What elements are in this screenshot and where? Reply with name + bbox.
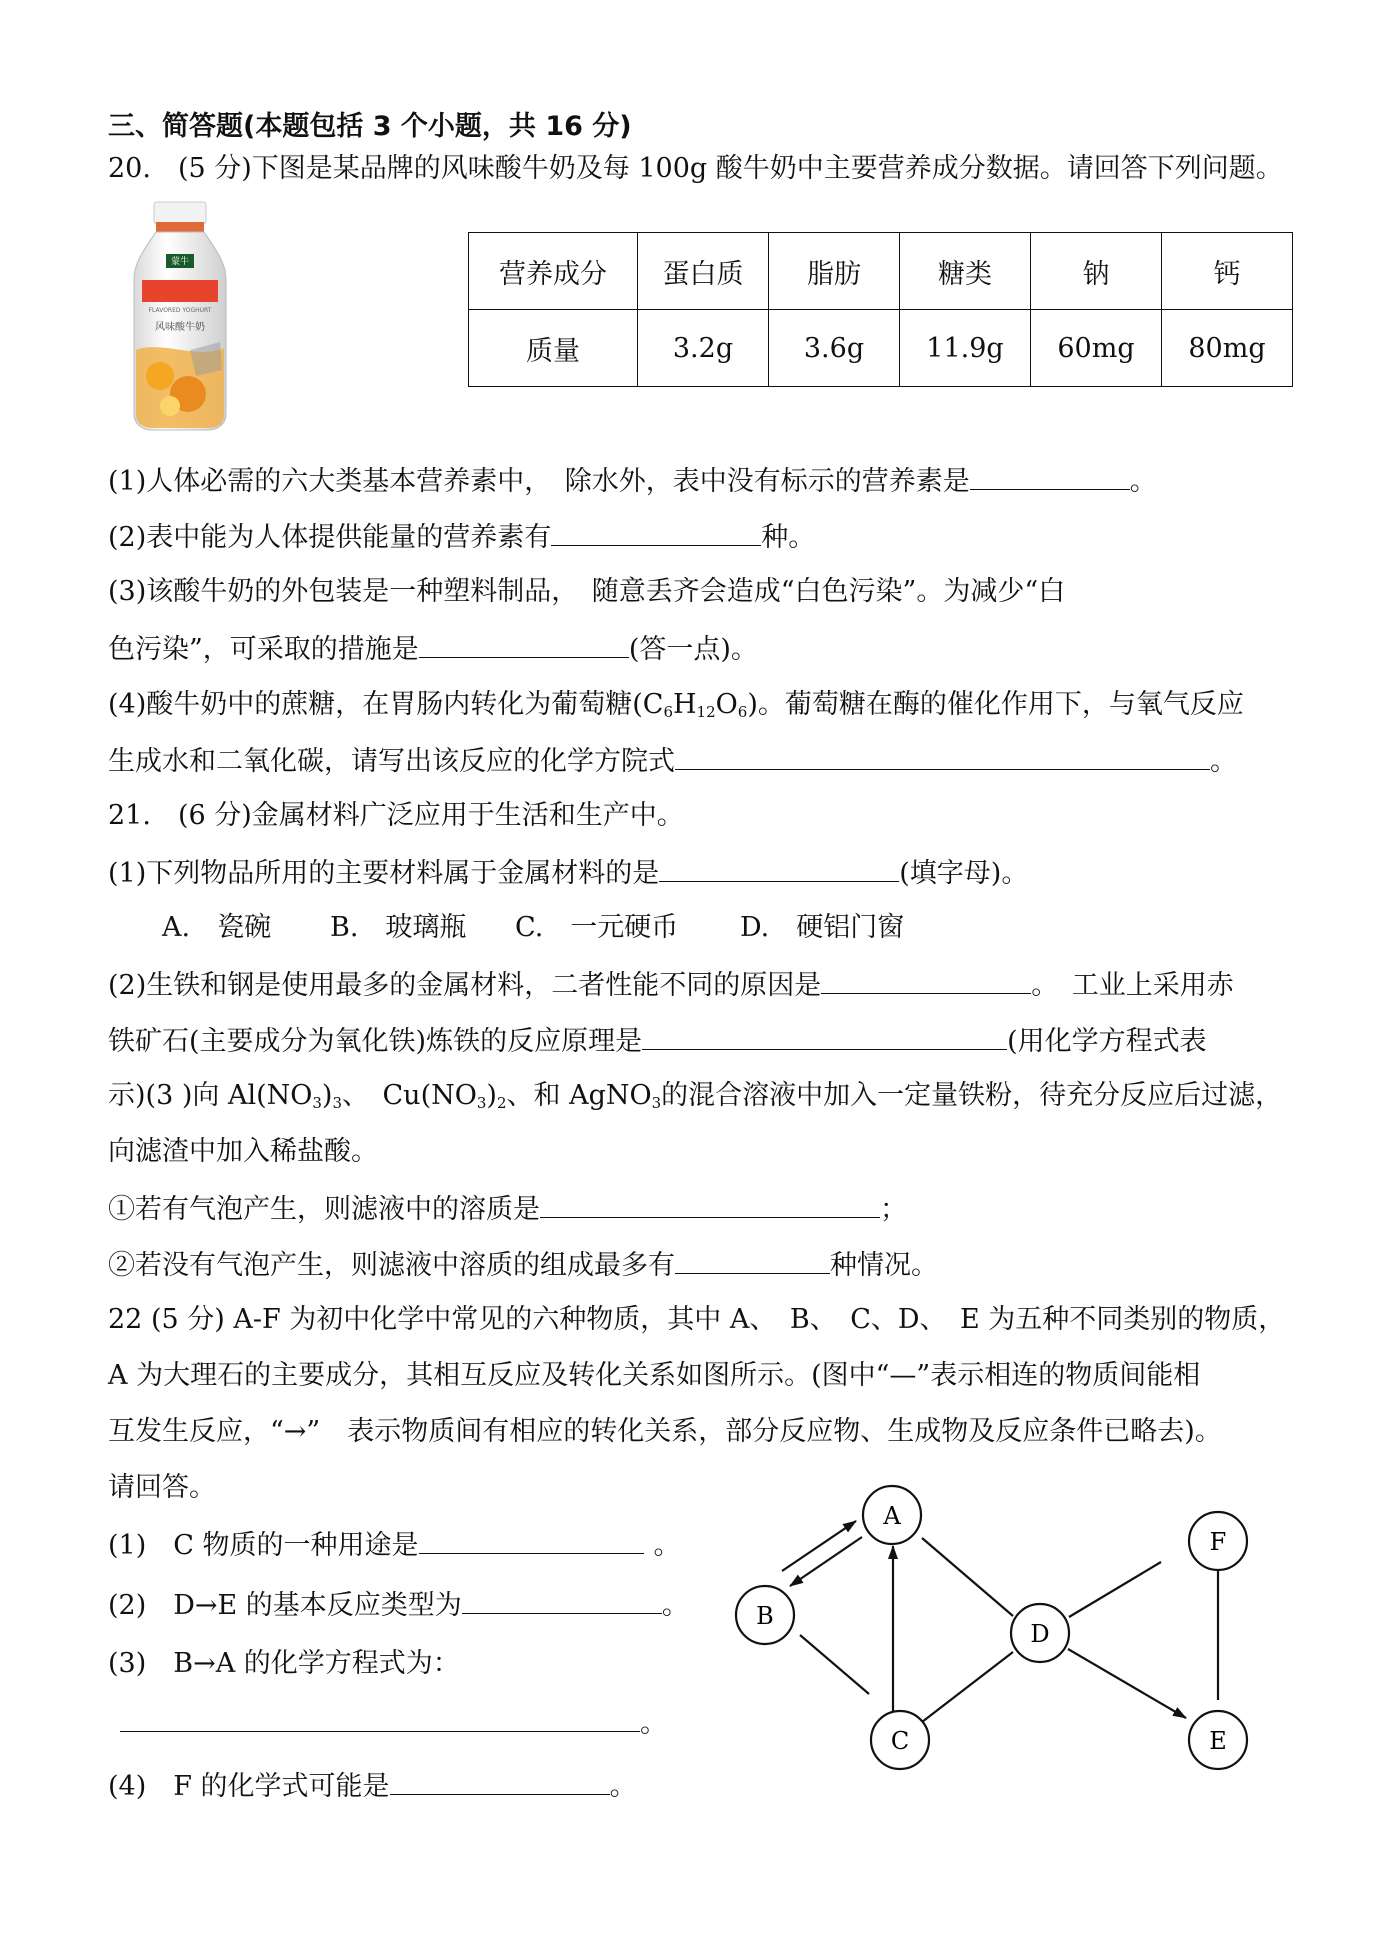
- formula-text: )。葡萄糖在酶的催化作用下，与氧气反应: [747, 689, 1244, 720]
- table-row-header: [469, 233, 1293, 310]
- answer-blank[interactable]: [821, 967, 1031, 994]
- formula-text: H: [672, 689, 697, 720]
- q21-part2-end: 。 工业上采用赤: [1031, 970, 1234, 1001]
- node-a: [863, 1486, 921, 1544]
- answer-blank[interactable]: [390, 1768, 610, 1795]
- brand-label: 蒙牛: [170, 257, 190, 267]
- edge-a-d: [922, 1538, 1013, 1616]
- node-c-label: C: [890, 1727, 910, 1755]
- q21-header: 21. (6 分)金属材料广泛应用于生活和生产中。: [108, 800, 684, 831]
- formula-subscript: 12: [696, 703, 716, 721]
- q21-part3-item2-text: ②若没有气泡产生，则滤液中溶质的组成最多有: [108, 1250, 675, 1281]
- q21-part1-end: (填字母)。: [899, 858, 1029, 889]
- answer-blank[interactable]: [419, 631, 629, 658]
- node-f-label: F: [1209, 1528, 1227, 1556]
- table-cell-row-header: 营养成分: [469, 233, 638, 310]
- q20-part2-end: 种。: [761, 522, 816, 553]
- table-cell-fat-header: 脂肪: [769, 233, 900, 310]
- q22-part3-end: 。: [640, 1708, 667, 1739]
- node-e: [1189, 1711, 1247, 1769]
- table-cell-value-header: 质量: [469, 310, 638, 387]
- formula-subscript: 3: [476, 1094, 487, 1112]
- q21-part3-item1-end: ；: [880, 1194, 907, 1225]
- q21-part2-line1: [108, 967, 1234, 1003]
- node-d: [1011, 1604, 1069, 1662]
- answer-blank[interactable]: [540, 1191, 880, 1218]
- q20-part3-text: 色污染”，可采取的措施是: [108, 634, 419, 665]
- product-subtitle: FLAVORED YOGHURT: [148, 307, 212, 314]
- q20-part1: [108, 463, 1157, 499]
- table-cell-protein-header: 蛋白质: [638, 233, 769, 310]
- formula-text: 示)(3 )向 Al(NO: [108, 1080, 313, 1111]
- answer-blank[interactable]: [659, 855, 899, 882]
- formula-subscript: 3: [651, 1094, 662, 1112]
- answer-blank[interactable]: [675, 1247, 830, 1274]
- q21-part3-line1: [108, 1079, 1282, 1120]
- answer-blank[interactable]: [551, 519, 761, 546]
- q21-option-b: B. 玻璃瓶: [330, 912, 467, 943]
- q22-part1-text: (1) C 物质的一种用途是: [108, 1530, 419, 1561]
- table-cell-calcium-value: 80mg: [1162, 310, 1293, 387]
- table-cell-calcium-header: 钙: [1162, 233, 1293, 310]
- q21-part3-line2: 向滤渣中加入稀盐酸。: [108, 1136, 378, 1167]
- q20-part4-line1: [108, 688, 1244, 729]
- q22-part2-end: 。: [661, 1590, 689, 1621]
- relation-diagram: [720, 1465, 1280, 1785]
- table-cell-fat-value: 3.6g: [769, 310, 900, 387]
- table-cell-sodium-header: 钠: [1031, 233, 1162, 310]
- q22-part4: [108, 1768, 637, 1804]
- formula-text: (4)酸牛奶中的蔗糖，在胃肠内转化为葡萄糖(C: [108, 689, 664, 720]
- q20-part4-text: 生成水和二氧化碳，请写出该反应的化学方院式: [108, 746, 675, 777]
- q20-part3-line1: (3)该酸牛奶的外包装是一种塑料制品， 随意丢齐会造成“白色污染”。为减少“白: [108, 576, 1066, 607]
- q20-part2: [108, 519, 815, 555]
- node-c: [871, 1711, 929, 1769]
- q22-part1: [108, 1527, 681, 1563]
- q21-part2b-text: 铁矿石(主要成分为氧化铁)炼铁的反应原理是: [108, 1026, 643, 1057]
- edge-b-to-a: [782, 1521, 856, 1571]
- answer-blank[interactable]: [120, 1705, 640, 1732]
- q21-part3-item2-end: 种情况。: [830, 1250, 938, 1281]
- q21-part3-item1: [108, 1191, 907, 1227]
- q22-line4: 请回答。: [108, 1472, 216, 1503]
- formula-subscript: 3: [312, 1094, 322, 1112]
- q22-part3: (3) B→A 的化学方程式为：: [108, 1648, 460, 1679]
- formula-subscript: 6: [663, 703, 673, 721]
- edge-d-f: [1069, 1562, 1161, 1617]
- node-e-label: E: [1209, 1727, 1227, 1755]
- formula-text: 、和 AgNO: [506, 1080, 652, 1111]
- q20-part3-line2: [108, 631, 758, 667]
- edge-b-c: [800, 1635, 869, 1694]
- formula-subscript: 2: [496, 1094, 507, 1112]
- node-a-label: A: [883, 1502, 901, 1530]
- q20-part2-text: (2)表中能为人体提供能量的营养素有: [108, 522, 552, 553]
- node-d-label: D: [1030, 1620, 1050, 1648]
- q20-part4-end: 。: [1210, 746, 1237, 777]
- answer-blank[interactable]: [462, 1587, 662, 1614]
- answer-blank[interactable]: [970, 463, 1130, 490]
- nutrition-table: [468, 232, 1293, 387]
- q21-part1: [108, 855, 1028, 891]
- formula-subscript: 3: [332, 1094, 343, 1112]
- formula-text: 、 Cu(NO: [342, 1080, 477, 1111]
- q20-part4-line2: [108, 743, 1237, 779]
- q22-line1: 22 (5 分) A-F 为初中化学中常见的六种物质，其中 A、 B、 C、D、 E 为五种不同类别的物质，: [108, 1304, 1286, 1335]
- table-cell-sugar-value: 11.9g: [900, 310, 1031, 387]
- q21-part3-item1-text: ①若有气泡产生，则滤液中的溶质是: [108, 1194, 540, 1225]
- q21-option-c: C. 一元硬币: [515, 912, 679, 943]
- section-title: 三、简答题(本题包括 3 个小题，共 16 分): [108, 111, 632, 142]
- q21-option-a: A. 瓷碗: [162, 912, 272, 943]
- q22-part4-end: 。: [609, 1771, 637, 1802]
- q20-part1-text: (1)人体必需的六大类基本营养素中， 除水外，表中没有标示的营养素是: [108, 466, 970, 497]
- q20-part1-end: 。: [1129, 466, 1157, 497]
- node-b-label: B: [756, 1602, 774, 1630]
- q21-part2-text: (2)生铁和钢是使用最多的金属材料，二者性能不同的原因是: [108, 970, 822, 1001]
- q21-part3-item2: [108, 1247, 938, 1283]
- table-cell-sodium-value: 60mg: [1031, 310, 1162, 387]
- formula-text: ): [486, 1080, 497, 1111]
- table-row-values: [469, 310, 1293, 387]
- q22-part2: [108, 1587, 689, 1623]
- table-cell-protein-value: 3.2g: [638, 310, 769, 387]
- q22-line3: 互发生反应，“→” 表示物质间有相应的转化关系，部分反应物、生成物及反应条件已略去)。: [108, 1416, 1222, 1447]
- product-name: 风味酸牛奶: [155, 322, 205, 333]
- q22-part1-end: 。: [653, 1530, 681, 1561]
- node-b: [736, 1586, 794, 1644]
- q21-part2-line2: [108, 1023, 1207, 1059]
- edge-a-to-b: [790, 1537, 862, 1586]
- q21-part1-text: (1)下列物品所用的主要材料属于金属材料的是: [108, 858, 660, 889]
- answer-blank[interactable]: [675, 743, 1210, 770]
- edge-c-d: [922, 1652, 1013, 1722]
- answer-blank[interactable]: [642, 1023, 1007, 1050]
- q22-part2-text: (2) D→E 的基本反应类型为: [108, 1590, 462, 1621]
- formula-subscript: 6: [737, 703, 748, 721]
- q21-part2b-end: (用化学方程式表: [1007, 1026, 1207, 1057]
- table-cell-sugar-header: 糖类: [900, 233, 1031, 310]
- q21-option-d: D. 硬铝门窗: [740, 912, 905, 943]
- q22-part3-answer: [120, 1705, 667, 1741]
- answer-blank[interactable]: [419, 1527, 644, 1554]
- q20-part3-end: (答一点)。: [628, 634, 758, 665]
- formula-text: ): [321, 1080, 333, 1111]
- q22-line2: A 为大理石的主要成分，其相互反应及转化关系如图所示。(图中“—”表示相连的物质间能相: [108, 1360, 1201, 1391]
- edge-d-to-e: [1068, 1649, 1186, 1718]
- formula-text: O: [715, 689, 738, 720]
- q22-part4-text: (4) F 的化学式可能是: [108, 1771, 390, 1802]
- node-f: [1189, 1512, 1247, 1570]
- yogurt-bottle-image: [130, 200, 230, 432]
- formula-text: 的混合溶液中加入一定量铁粉，待充分反应后过滤，: [661, 1080, 1283, 1111]
- q20-header: 20. (5 分)下图是某品牌的风味酸牛奶及每 100g 酸牛奶中主要营养成分数据。请回答下列问题。: [108, 153, 1283, 184]
